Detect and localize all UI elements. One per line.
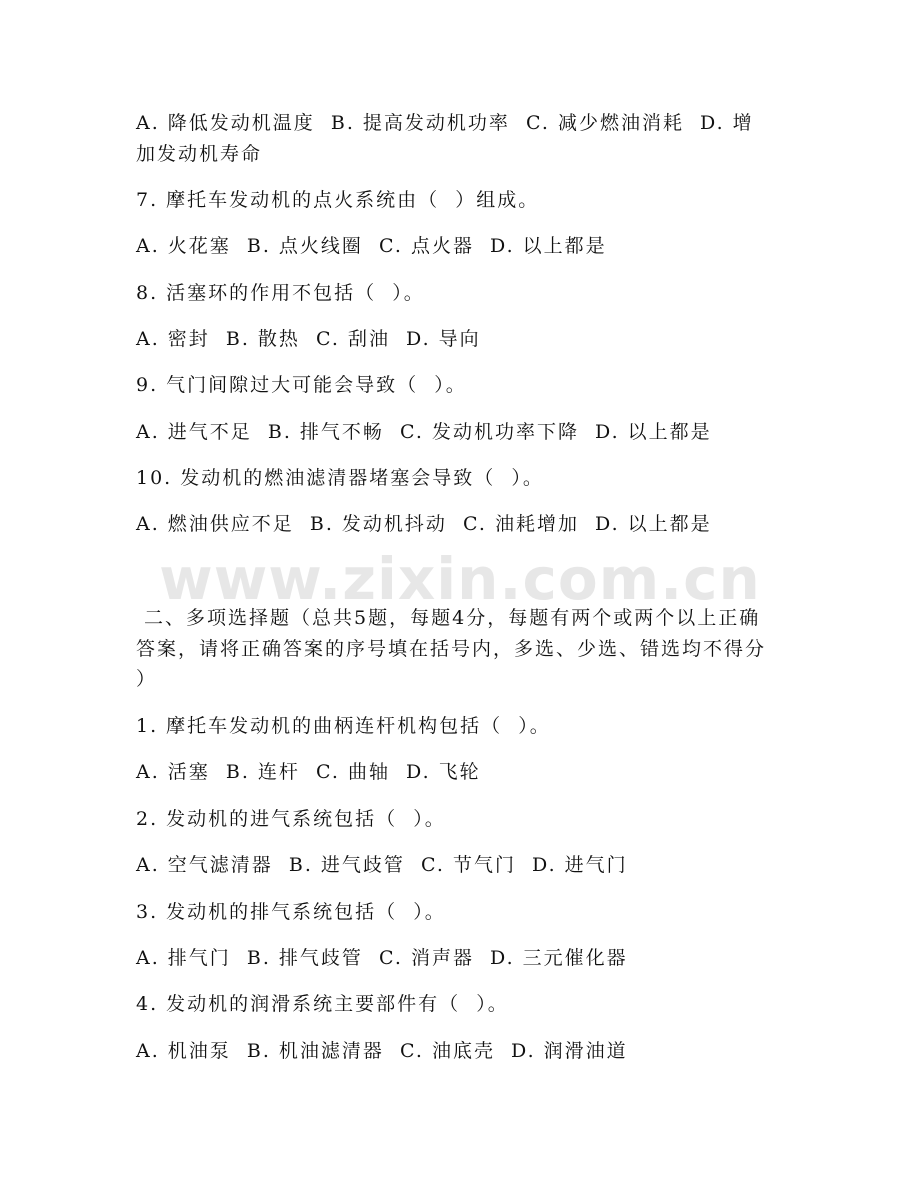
mc-question-4-options: A. 机油泵 B. 机油滤清器 C. 油底壳 D. 润滑油道 xyxy=(136,1040,628,1062)
question-6-options-line-1: A. 降低发动机温度 B. 提高发动机功率 C. 减少燃油消耗 D. 增 xyxy=(136,112,754,134)
question-7: 7. 摩托车发动机的点火系统由（ ）组成。 xyxy=(136,189,540,211)
question-10: 10. 发动机的燃油滤清器堵塞会导致（ ）。 xyxy=(136,467,544,489)
section-2-heading-line-1: 二、多项选择题（总共5题，每题4分，每题有两个或两个以上正确 xyxy=(136,607,761,629)
question-8-options: A. 密封 B. 散热 C. 刮油 D. 导向 xyxy=(136,328,481,350)
mc-question-4: 4. 发动机的润滑系统主要部件有（ ）。 xyxy=(136,993,509,1015)
mc-question-3: 3. 发动机的排气系统包括（ ）。 xyxy=(136,901,446,923)
question-9-options: A. 进气不足 B. 排气不畅 C. 发动机功率下降 D. 以上都是 xyxy=(136,421,712,443)
question-6-options-line-2: 加发动机寿命 xyxy=(136,143,263,165)
watermark: www.zixin.com.cn xyxy=(159,545,761,613)
mc-question-2-options: A. 空气滤清器 B. 进气歧管 C. 节气门 D. 进气门 xyxy=(136,854,628,876)
mc-question-2: 2. 发动机的进气系统包括（ ）。 xyxy=(136,808,446,830)
question-10-options: A. 燃油供应不足 B. 发动机抖动 C. 油耗增加 D. 以上都是 xyxy=(136,513,712,535)
mc-question-1-options: A. 活塞 B. 连杆 C. 曲轴 D. 飞轮 xyxy=(136,761,481,783)
section-2-heading-line-3: ） xyxy=(136,668,158,690)
question-9: 9. 气门间隙过大可能会导致（ ）。 xyxy=(136,374,467,396)
section-2-heading-line-2: 答案，请将正确答案的序号填在括号内，多选、少选、错选均不得分 xyxy=(136,638,767,660)
question-7-options: A. 火花塞 B. 点火线圈 C. 点火器 D. 以上都是 xyxy=(136,235,607,257)
mc-question-1: 1. 摩托车发动机的曲柄连杆机构包括（ ）。 xyxy=(136,715,551,737)
question-8: 8. 活塞环的作用不包括（ ）。 xyxy=(136,282,425,304)
mc-question-3-options: A. 排气门 B. 排气歧管 C. 消声器 D. 三元催化器 xyxy=(136,947,628,969)
